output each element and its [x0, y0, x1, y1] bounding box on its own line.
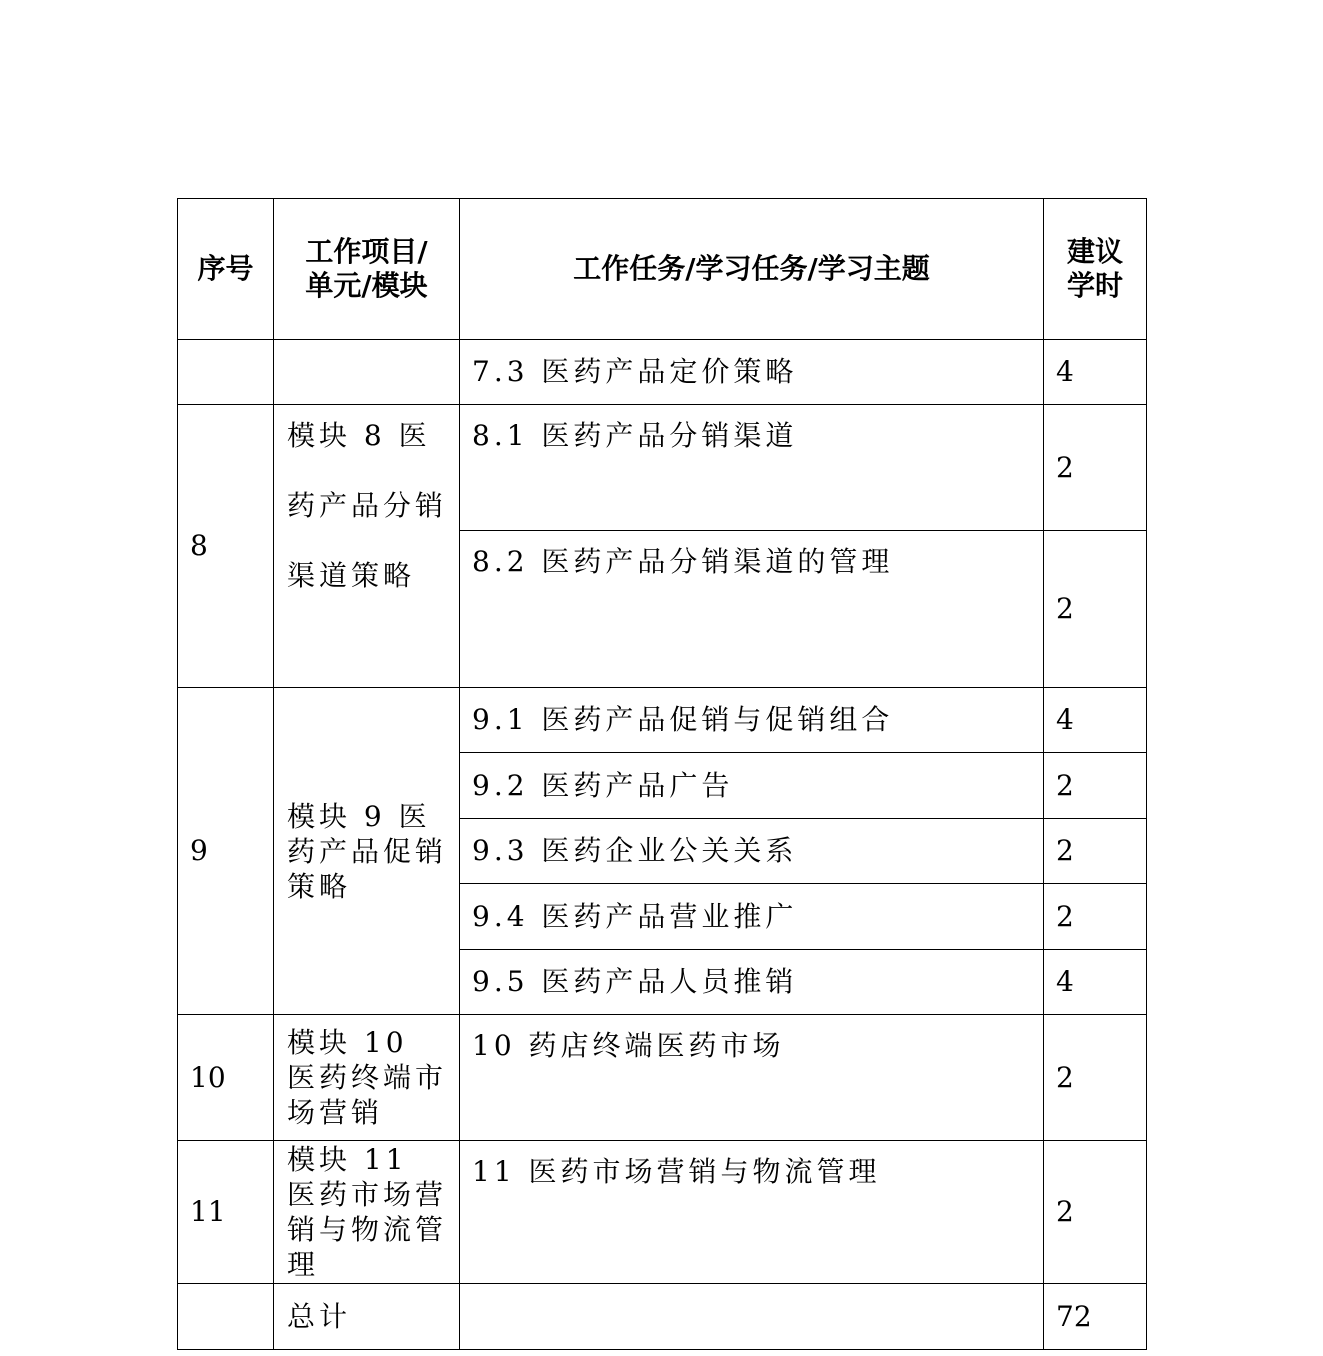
table-header-row	[178, 199, 1147, 340]
table-total-row	[178, 1284, 1147, 1350]
header-hours-line2: 学时	[1066, 269, 1123, 302]
row-task: 9.3 医药企业公关关系	[460, 819, 1044, 884]
module-8-label: 模块 8 医药产品分销渠道策略	[287, 419, 448, 592]
row-module	[274, 340, 460, 405]
row-hours: 2	[1044, 884, 1147, 950]
header-hours-line1: 建议	[1066, 235, 1123, 269]
module-9-label: 模块 9 医药产品促销策略	[287, 799, 448, 903]
row-task: 9.1 医药产品促销与促销组合	[460, 688, 1044, 753]
table-row	[178, 340, 1147, 405]
row-task: 10 药店终端医药市场	[460, 1015, 1044, 1141]
table-row	[178, 1015, 1147, 1141]
row-hours: 2	[1044, 819, 1147, 884]
row-hours: 2	[1044, 531, 1147, 688]
row-task: 9.5 医药产品人员推销	[460, 950, 1044, 1015]
course-schedule-table	[177, 198, 1147, 1350]
module-11-label: 模块 11 医药市场营销与物流管理	[287, 1143, 448, 1281]
row-task: 9.2 医药产品广告	[460, 753, 1044, 819]
total-index	[178, 1284, 274, 1350]
row-module	[274, 1141, 460, 1284]
row-hours: 4	[1044, 950, 1147, 1015]
row-task: 8.2 医药产品分销渠道的管理	[460, 531, 1044, 688]
row-module	[274, 688, 460, 1015]
total-hours: 72	[1044, 1284, 1147, 1350]
row-index: 8	[178, 405, 274, 688]
table-row	[178, 405, 1147, 531]
row-task: 11 医药市场营销与物流管理	[460, 1141, 1044, 1284]
row-hours: 2	[1044, 753, 1147, 819]
header-module-line2: 单元/模块	[305, 269, 428, 302]
table-row	[178, 1141, 1147, 1284]
header-task: 工作任务/学习任务/学习主题	[460, 199, 1044, 340]
row-module	[274, 405, 460, 688]
table-row	[178, 688, 1147, 753]
row-task: 9.4 医药产品营业推广	[460, 884, 1044, 950]
row-index: 11	[178, 1141, 274, 1284]
row-hours: 2	[1044, 405, 1147, 531]
module-10-label: 模块 10 医药终端市场营销	[287, 1026, 448, 1129]
row-module	[274, 1015, 460, 1141]
header-module-line1: 工作项目/	[305, 235, 428, 269]
header-module	[274, 199, 460, 340]
row-index: 10	[178, 1015, 274, 1141]
row-task: 8.1 医药产品分销渠道	[460, 405, 1044, 531]
row-hours: 2	[1044, 1015, 1147, 1141]
row-index	[178, 340, 274, 405]
row-hours: 2	[1044, 1141, 1147, 1284]
row-hours: 4	[1044, 340, 1147, 405]
total-label: 总计	[274, 1284, 460, 1350]
row-task: 7.3 医药产品定价策略	[460, 340, 1044, 405]
header-hours	[1044, 199, 1147, 340]
row-index: 9	[178, 688, 274, 1015]
header-index: 序号	[178, 199, 274, 340]
total-task	[460, 1284, 1044, 1350]
row-hours: 4	[1044, 688, 1147, 753]
